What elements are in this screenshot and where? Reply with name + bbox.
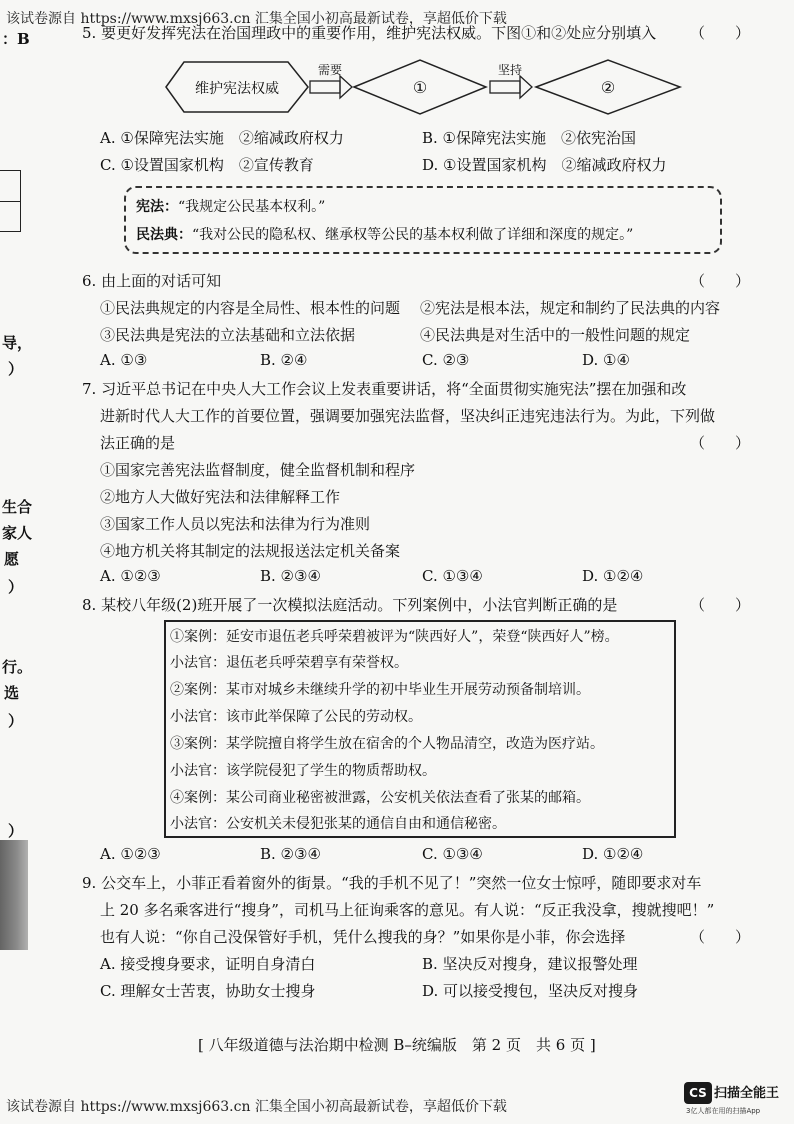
q8-option-a[interactable]: A. ①②③	[100, 845, 161, 863]
q8-case-line: ①案例：延安市退伍老兵呼荣碧被评为“陕西好人”，荣登“陕西好人”榜。	[170, 629, 619, 645]
q6-option-b[interactable]: B. ②④	[260, 351, 308, 369]
q9-stem-line-2: 上 20 多名乘客进行“搜身”，司机马上征询乘客的意见。有人说：“反正我没拿，搜就搜吧！”	[100, 901, 715, 919]
q7-stem-line-2: 进新时代人大工作的首要位置，强调要加强宪法监督，坚决纠正违宪违法行为。为此，下列做	[100, 407, 716, 425]
q7-option-b[interactable]: B. ②③④	[260, 567, 321, 585]
edge-table-fragment	[0, 170, 21, 232]
q7-option-c[interactable]: C. ①③④	[422, 567, 483, 585]
q8-option-d[interactable]: D. ①②④	[582, 845, 644, 863]
q5-arrow-1-label: 需要	[317, 63, 343, 77]
dialogue-speaker-label: 民法典：	[136, 227, 192, 243]
q7-statement-2: ②地方人大做好宪法和法律解释工作	[100, 488, 341, 506]
q5-option-a[interactable]: A. ①保障宪法实施 ②缩减政府权力	[100, 129, 344, 147]
q5-box-2-text: ①	[412, 78, 428, 97]
q6-statement-4: ④民法典是对生活中的一般性问题的规定	[420, 326, 691, 344]
q9-answer-paren: （ ）	[690, 928, 751, 946]
scanner-logo-icon: CS	[684, 1082, 712, 1104]
q7-stem-line-3: 法正确的是	[100, 434, 176, 452]
dialogue-speech: “我对公民的隐私权、继承权等公民的基本权利做了详细和深度的规定。”	[192, 227, 634, 243]
edge-fragment: ）	[8, 578, 24, 596]
q6-option-a[interactable]: A. ①③	[100, 351, 148, 369]
q5-option-b[interactable]: B. ①保障宪法实施 ②依宪治国	[422, 129, 637, 147]
q9-stem-line-1: 9. 公交车上，小菲正看着窗外的街景。“我的手机不见了！”突然一位女士惊呼，随即要求对车	[82, 874, 702, 892]
q6-statement-1: ①民法典规定的内容是全局性、根本性的问题	[100, 299, 401, 317]
edge-photo-fragment	[0, 840, 28, 950]
dialogue-line-constitution	[136, 196, 325, 216]
edge-fragment: 行。	[2, 658, 33, 676]
q9-option-a[interactable]: A. 接受搜身要求，证明自身清白	[100, 955, 316, 973]
q8-judge-line: 小法官：退伍老兵呼荣碧享有荣誉权。	[170, 655, 408, 671]
scanner-app-name: 扫描全能王	[714, 1086, 780, 1101]
q7-answer-paren: （ ）	[690, 434, 751, 452]
q8-judge-line: 小法官：该市此举保障了公民的劳动权。	[170, 709, 422, 725]
dialogue-line-civil-code	[136, 224, 633, 244]
edge-fragment: 愿	[4, 550, 20, 568]
edge-fragment: ）	[8, 712, 24, 730]
q8-case-line: ④案例：某公司商业秘密被泄露，公安机关依法查看了张某的邮箱。	[170, 790, 590, 806]
q6-option-d[interactable]: D. ①④	[582, 351, 630, 369]
q5-flow-diagram	[160, 54, 700, 120]
page-footer: [ 八年级道德与法治期中检测 B–统编版 第 2 页 共 6 页 ]	[198, 1036, 596, 1054]
q7-option-d[interactable]: D. ①②④	[582, 567, 644, 585]
q6-statement-2: ②宪法是根本法，规定和制约了民法典的内容	[420, 299, 721, 317]
q9-stem-line-3: 也有人说：“你自己没保管好手机，凭什么搜我的身？”如果你是小菲，你会选择	[100, 928, 626, 946]
q7-statement-1: ①国家完善宪法监督制度，健全监督机制和程序	[100, 461, 416, 479]
q5-option-d[interactable]: D. ①设置国家机构 ②缩减政府权力	[422, 156, 667, 174]
q5-box-3-text: ②	[600, 78, 616, 97]
q9-option-c[interactable]: C. 理解女士苦衷，协助女士搜身	[100, 982, 316, 1000]
edge-fragment: ）	[8, 822, 24, 840]
watermark-bottom: 该试卷源自 https://www.mxsj663.cn 汇集全国小初高最新试卷，享超低价下载	[6, 1099, 507, 1115]
q8-option-b[interactable]: B. ②③④	[260, 845, 321, 863]
q7-stem-line-1: 7. 习近平总书记在中央人大工作会议上发表重要讲话，将“全面贯彻实施宪法”摆在加强和改	[82, 380, 687, 398]
q7-statement-4: ④地方机关将其制定的法规报送法定机关备案	[100, 542, 401, 560]
edge-fragment: ）	[8, 360, 24, 378]
q5-stem: 5. 要更好发挥宪法在治国理政中的重要作用，维护宪法权威。下图①和②处应分别填入	[82, 24, 657, 42]
dialogue-speech: “我规定公民基本权利。”	[178, 199, 326, 215]
q8-answer-paren: （ ）	[690, 596, 751, 614]
edge-fragment: 家人	[2, 524, 33, 542]
q8-case-line: ②案例：某市对城乡未继续升学的初中毕业生开展劳动预备制培训。	[170, 682, 590, 698]
q9-option-d[interactable]: D. 可以接受搜包，坚决反对搜身	[422, 982, 639, 1000]
q5-arrow-2-label: 坚持	[497, 63, 523, 77]
q5-box-1-text: 维护宪法权威	[195, 81, 279, 97]
q5-option-c[interactable]: C. ①设置国家机构 ②宣传教育	[100, 156, 314, 174]
edge-fragment: 生合	[2, 498, 33, 516]
edge-fragment: ：B	[2, 30, 30, 48]
q8-case-line: ③案例：某学院擅自将学生放在宿舍的个人物品清空，改造为医疗站。	[170, 736, 604, 752]
q7-option-a[interactable]: A. ①②③	[100, 567, 161, 585]
q6-answer-paren: （ ）	[690, 272, 751, 290]
q8-option-c[interactable]: C. ①③④	[422, 845, 483, 863]
q8-judge-line: 小法官：该学院侵犯了学生的物质帮助权。	[170, 763, 436, 779]
q6-statement-3: ③民法典是宪法的立法基础和立法依据	[100, 326, 356, 344]
scanner-tagline: 3亿人都在用的扫描App	[686, 1107, 761, 1115]
q5-answer-paren: （ ）	[690, 24, 751, 42]
edge-fragment: 导，	[2, 334, 33, 352]
q6-stem: 6. 由上面的对话可知	[82, 272, 222, 290]
dialogue-speaker-label: 宪法：	[136, 199, 178, 215]
q8-judge-line: 小法官：公安机关未侵犯张某的通信自由和通信秘密。	[170, 816, 506, 832]
watermark-top: 该试卷源自 https://www.mxsj663.cn 汇集全国小初高最新试卷，享超低价下载	[6, 11, 507, 27]
edge-fragment: 选	[4, 684, 20, 702]
q9-option-b[interactable]: B. 坚决反对搜身，建议报警处理	[422, 955, 638, 973]
q6-option-c[interactable]: C. ②③	[422, 351, 470, 369]
q8-stem: 8. 某校八年级(2)班开展了一次模拟法庭活动。下列案例中，小法官判断正确的是	[82, 596, 618, 614]
q7-statement-3: ③国家工作人员以宪法和法律为行为准则	[100, 515, 371, 533]
